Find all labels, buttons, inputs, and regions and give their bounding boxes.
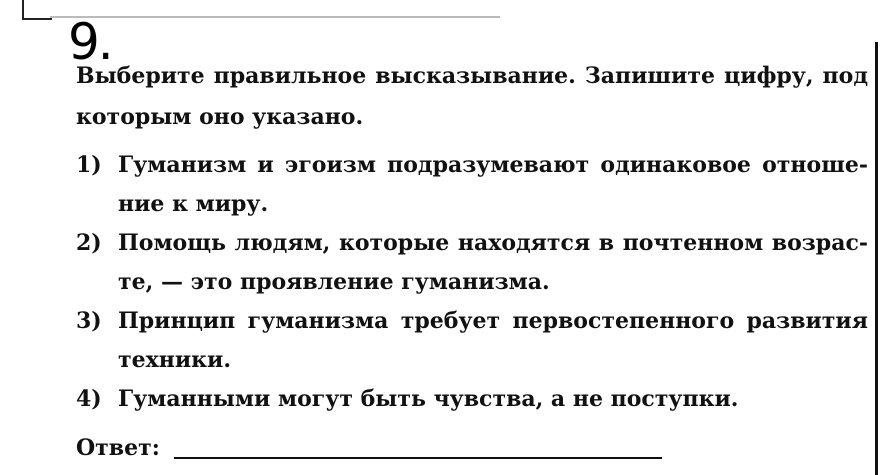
task-number: 9. [68, 13, 112, 71]
option-number: 2) [76, 230, 102, 256]
option-number: 4) [76, 386, 102, 412]
option-text: Принцип гуманизма требует первостепенного развития техники. [118, 308, 868, 373]
option-number: 3) [76, 308, 102, 334]
option-item-4 [76, 380, 868, 419]
question-text: Выберите правильное высказывание. Запишите цифру, под которым оно указано. [76, 63, 868, 130]
option-text: Помощь людям, которые находятся в почтенном возрасте, — это проявление гуманизма. [118, 230, 868, 295]
option-item-2 [76, 224, 868, 302]
answer-input-line[interactable] [174, 457, 662, 459]
right-edge-border [875, 42, 878, 475]
answer-row [76, 430, 662, 466]
option-text: Гуманными могут быть чувства, а не поступки. [118, 386, 739, 412]
page-corner-border [22, 0, 52, 20]
option-text: Гуманизм и эгоизм подразумевают одинаковое отношение к миру. [118, 152, 868, 217]
answer-label: Ответ: [76, 435, 160, 461]
option-number: 1) [76, 152, 102, 178]
option-item-1 [76, 146, 868, 224]
option-item-3 [76, 302, 868, 380]
top-divider [50, 16, 500, 18]
answer-options-list [76, 146, 868, 419]
